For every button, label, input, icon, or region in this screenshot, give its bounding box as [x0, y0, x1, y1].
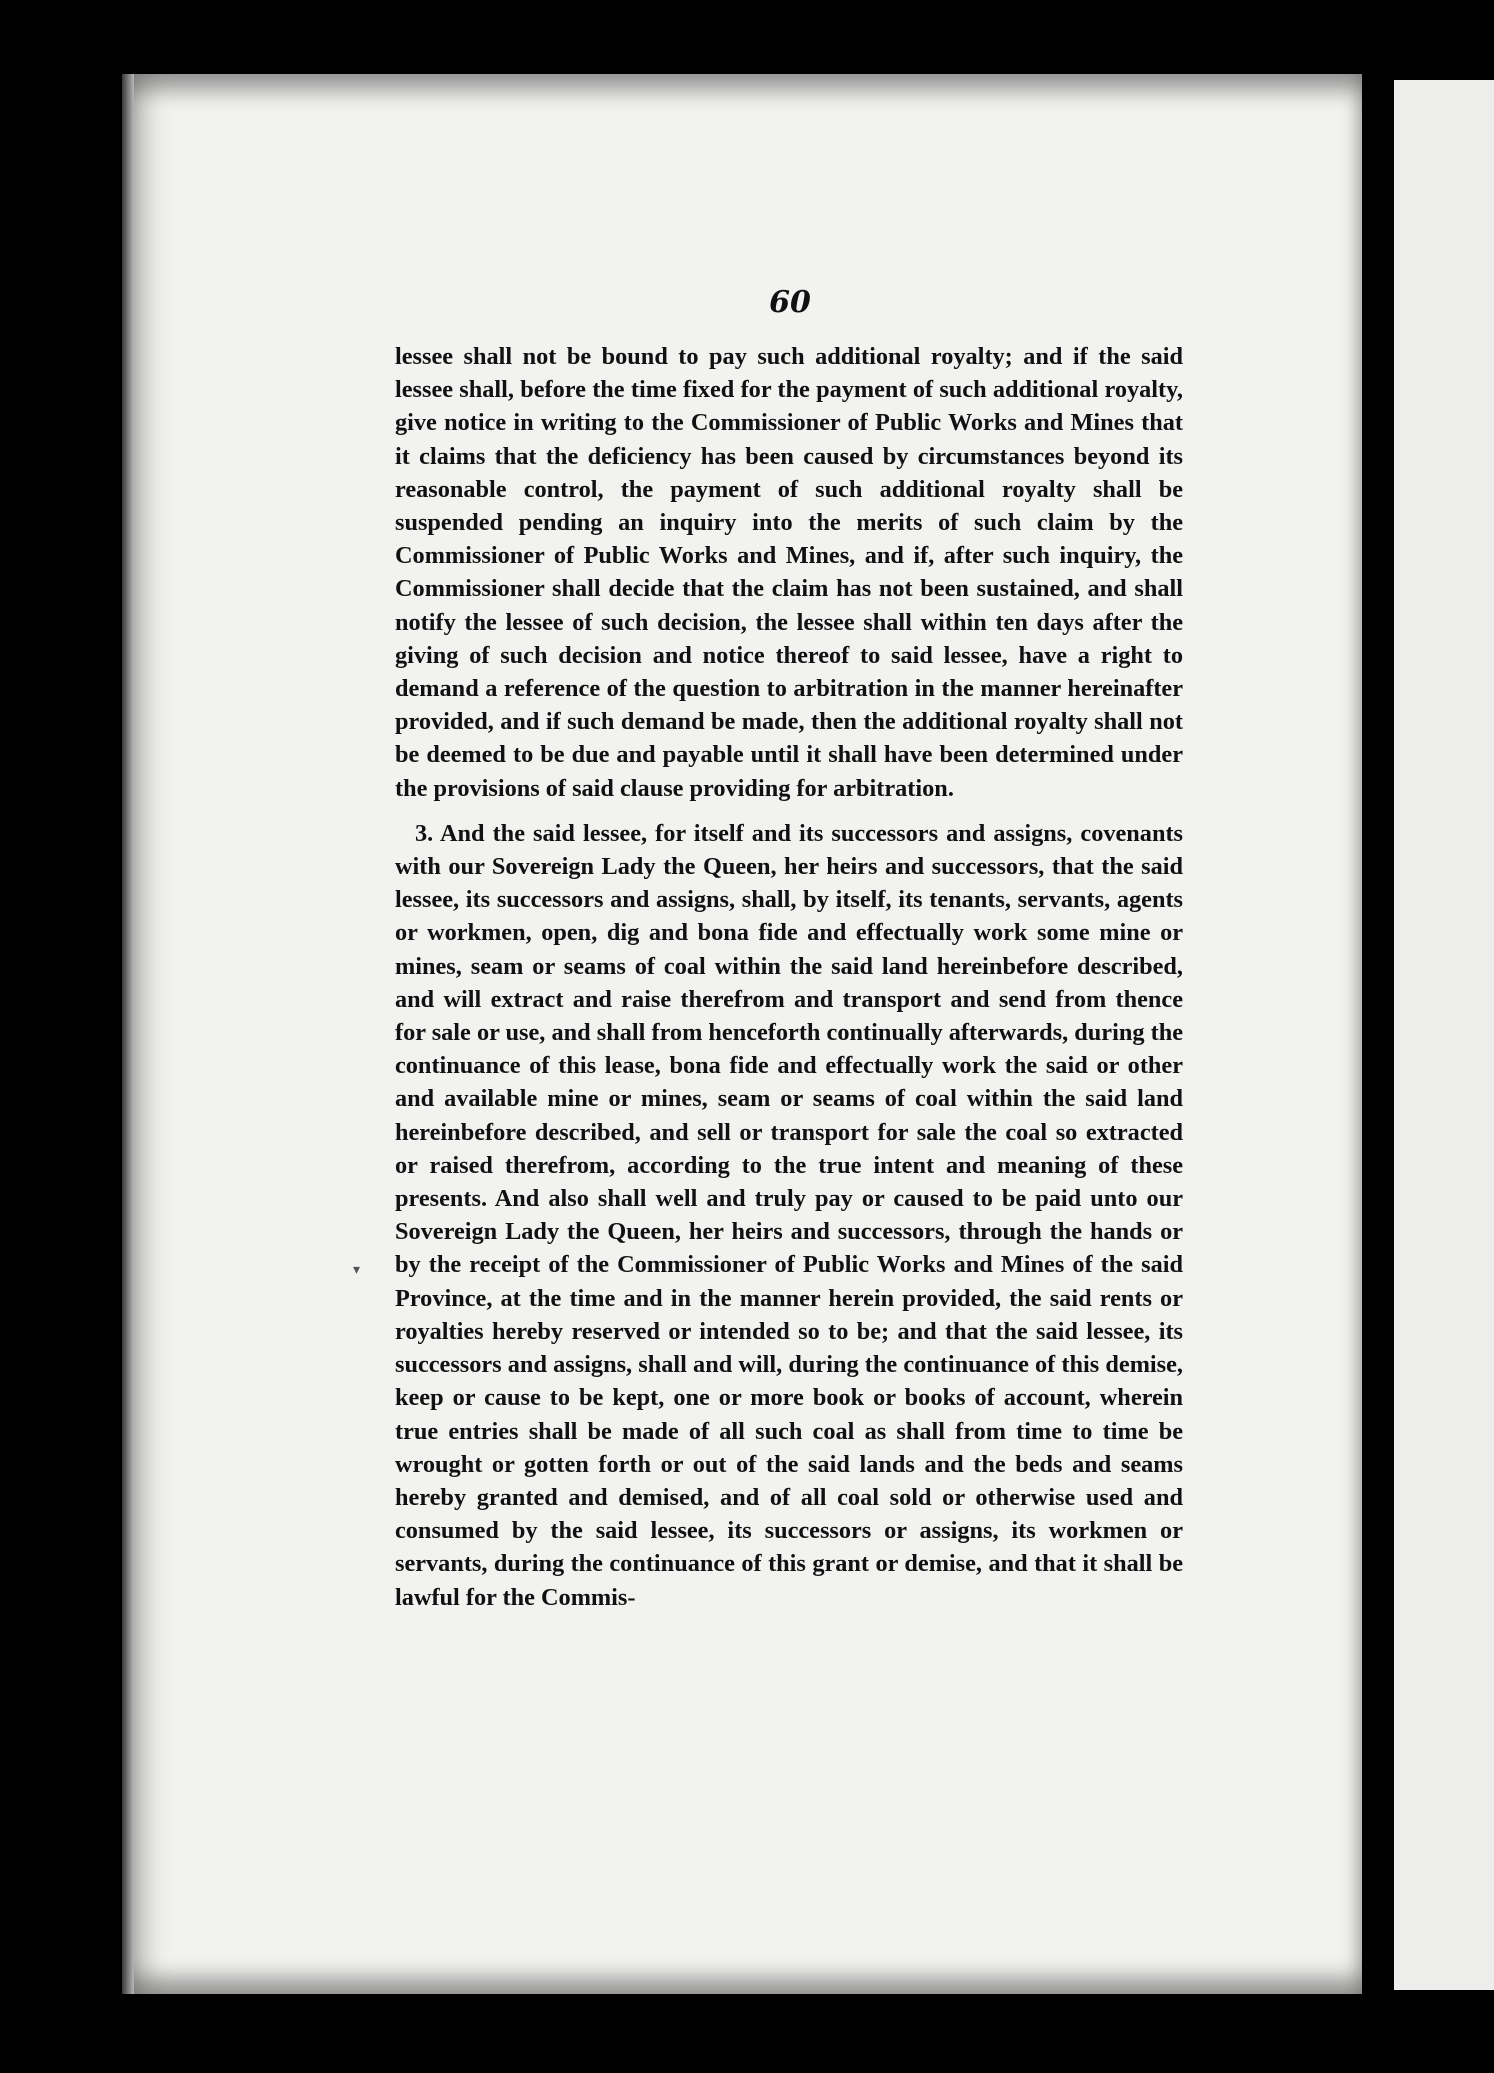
page-number: 60	[769, 285, 811, 320]
page-binding-edge	[122, 74, 134, 1994]
paragraph-clause-3: 3. And the said lessee, for itself and its successors and assigns, covenants with our Sovereign Lady the Queen, her heirs and successors, that the said lessee, its successors and assigns, shall, by itself, its tenants, servants, agents or workmen, open, dig and bona fide and effectually work some mine or mines, seam or seams of coal within the said land hereinbefore described, and will extract and raise therefrom and transport and send from thence for sale or use, and shall from henceforth continually afterwards, during the continuance of this lease, bona fide and effectually work the said or other and available mine or mines, seam or seams of coal within the said land hereinbefore described, and sell or transport for sale the coal so extracted or raised therefrom, according to the true intent and meaning of these presents. And also shall well and truly pay or caused to be paid unto our Sovereign Lady the Queen, her heirs and successors, through the hands or by the receipt of the Commissioner of Public Works and Mines of the said Province, at the time and in the manner herein provided, the said rents or royalties hereby reserved or intended so to be; and that the said lessee, its successors and assigns, shall and will, during the continuance of this demise, keep or cause to be kept, one or more book or books of account, wherein true entries shall be made of all such coal as shall from time to time be wrought or gotten forth or out of the said lands and the beds and seams hereby granted and demised, and of all coal sold or otherwise used and consumed by the said lessee, its successors or assigns, its workmen or servants, during the continuance of this grant or demise, and that it shall be lawful for the Commis-	[395, 819, 1183, 1611]
paragraph-continuation: lessee shall not be bound to pay such additional royalty; and if the said lessee shall, before the time fixed for the payment of such additional royalty, give notice in writing to the Commissioner of Public Works and Mines that it claims that the deficiency has been caused by circumstances beyond its reasonable control, the payment of such additional royalty shall be suspended pending an inquiry into the merits of such claim by the Commissioner of Public Works and Mines, and if, after such inquiry, the Commissioner shall decide that the claim has not been sustained, and shall notify the lessee of such decision, the lessee shall within ten days after the giving of such decision and notice thereof to said lessee, have a right to demand a reference of the question to arbitration in the manner hereinafter provided, and if such demand be made, then the additional royalty shall not be deemed to be due and payable until it shall have been determined under the provisions of said clause providing for arbitration.	[395, 343, 1183, 802]
book-gutter	[1362, 60, 1394, 2010]
margin-mark-icon: ▾	[353, 1262, 361, 1278]
body-text	[395, 340, 1183, 1614]
adjacent-page-edge	[1394, 80, 1494, 1990]
